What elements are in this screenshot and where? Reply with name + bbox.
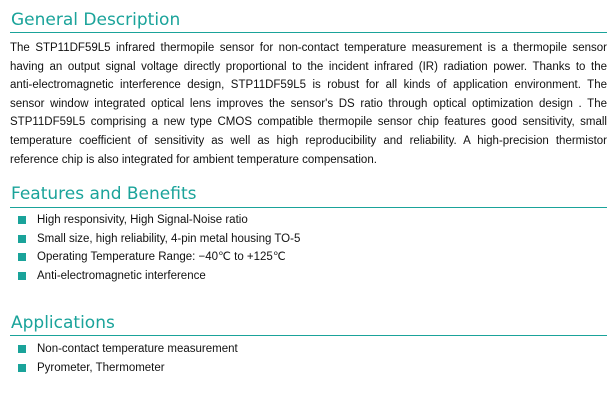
list-item	[18, 211, 300, 230]
paragraph-line: having an output signal voltage directly proportional to the incident infrared (IR) radiation power. Thanks to the	[10, 60, 607, 73]
list-item	[18, 340, 238, 359]
square-bullet-icon	[18, 272, 26, 280]
paragraph-line: The STP11DF59L5 infrared thermopile sensor for non-contact temperature measurement is a thermopile sensor	[10, 42, 607, 54]
paragraph-line: sensor window integrated optical lens improves the sensor's DS ratio through optical optimization design . The	[10, 97, 607, 110]
application-text: Pyrometer, Thermometer	[37, 361, 165, 374]
feature-text: High responsivity, High Signal-Noise ratio	[37, 214, 248, 226]
list-item	[18, 359, 238, 378]
feature-text: Small size, high reliability, 4-pin metal housing TO-5	[37, 232, 301, 245]
feature-text: Anti-electromagnetic interference	[37, 269, 206, 282]
list-item	[18, 230, 300, 249]
section-divider	[10, 335, 607, 336]
square-bullet-icon	[18, 253, 26, 261]
paragraph-line: reference chip is also integrated for ambient temperature compensation.	[10, 153, 377, 166]
applications-list	[18, 340, 238, 377]
section-title-general-description: General Description	[11, 10, 181, 30]
paragraph-line: temperature coefficient of sensitivity as well as high reproducibility and reliability. A high-precision thermistor	[10, 134, 607, 147]
feature-text: Operating Temperature Range: −40℃ to +125℃	[37, 251, 286, 264]
square-bullet-icon	[18, 345, 26, 353]
square-bullet-icon	[18, 216, 26, 224]
section-divider	[10, 32, 607, 33]
section-title-features-and-benefits: Features and Benefits	[11, 184, 197, 204]
application-text: Non-contact temperature measurement	[37, 343, 238, 355]
paragraph-line: anti-electromagnetic interference design, STP11DF59L5 is robust for all kinds of application environment. The	[10, 79, 607, 92]
section-title-applications: Applications	[11, 313, 115, 333]
square-bullet-icon	[18, 364, 26, 372]
square-bullet-icon	[18, 235, 26, 243]
list-item	[18, 248, 300, 267]
features-list	[18, 211, 300, 285]
list-item	[18, 267, 300, 286]
general-description-paragraph	[10, 39, 607, 169]
section-divider	[10, 207, 607, 208]
paragraph-line: STP11DF59L5 comprising a new type CMOS compatible thermopile sensor chip features good sensitivity, small	[10, 116, 607, 129]
